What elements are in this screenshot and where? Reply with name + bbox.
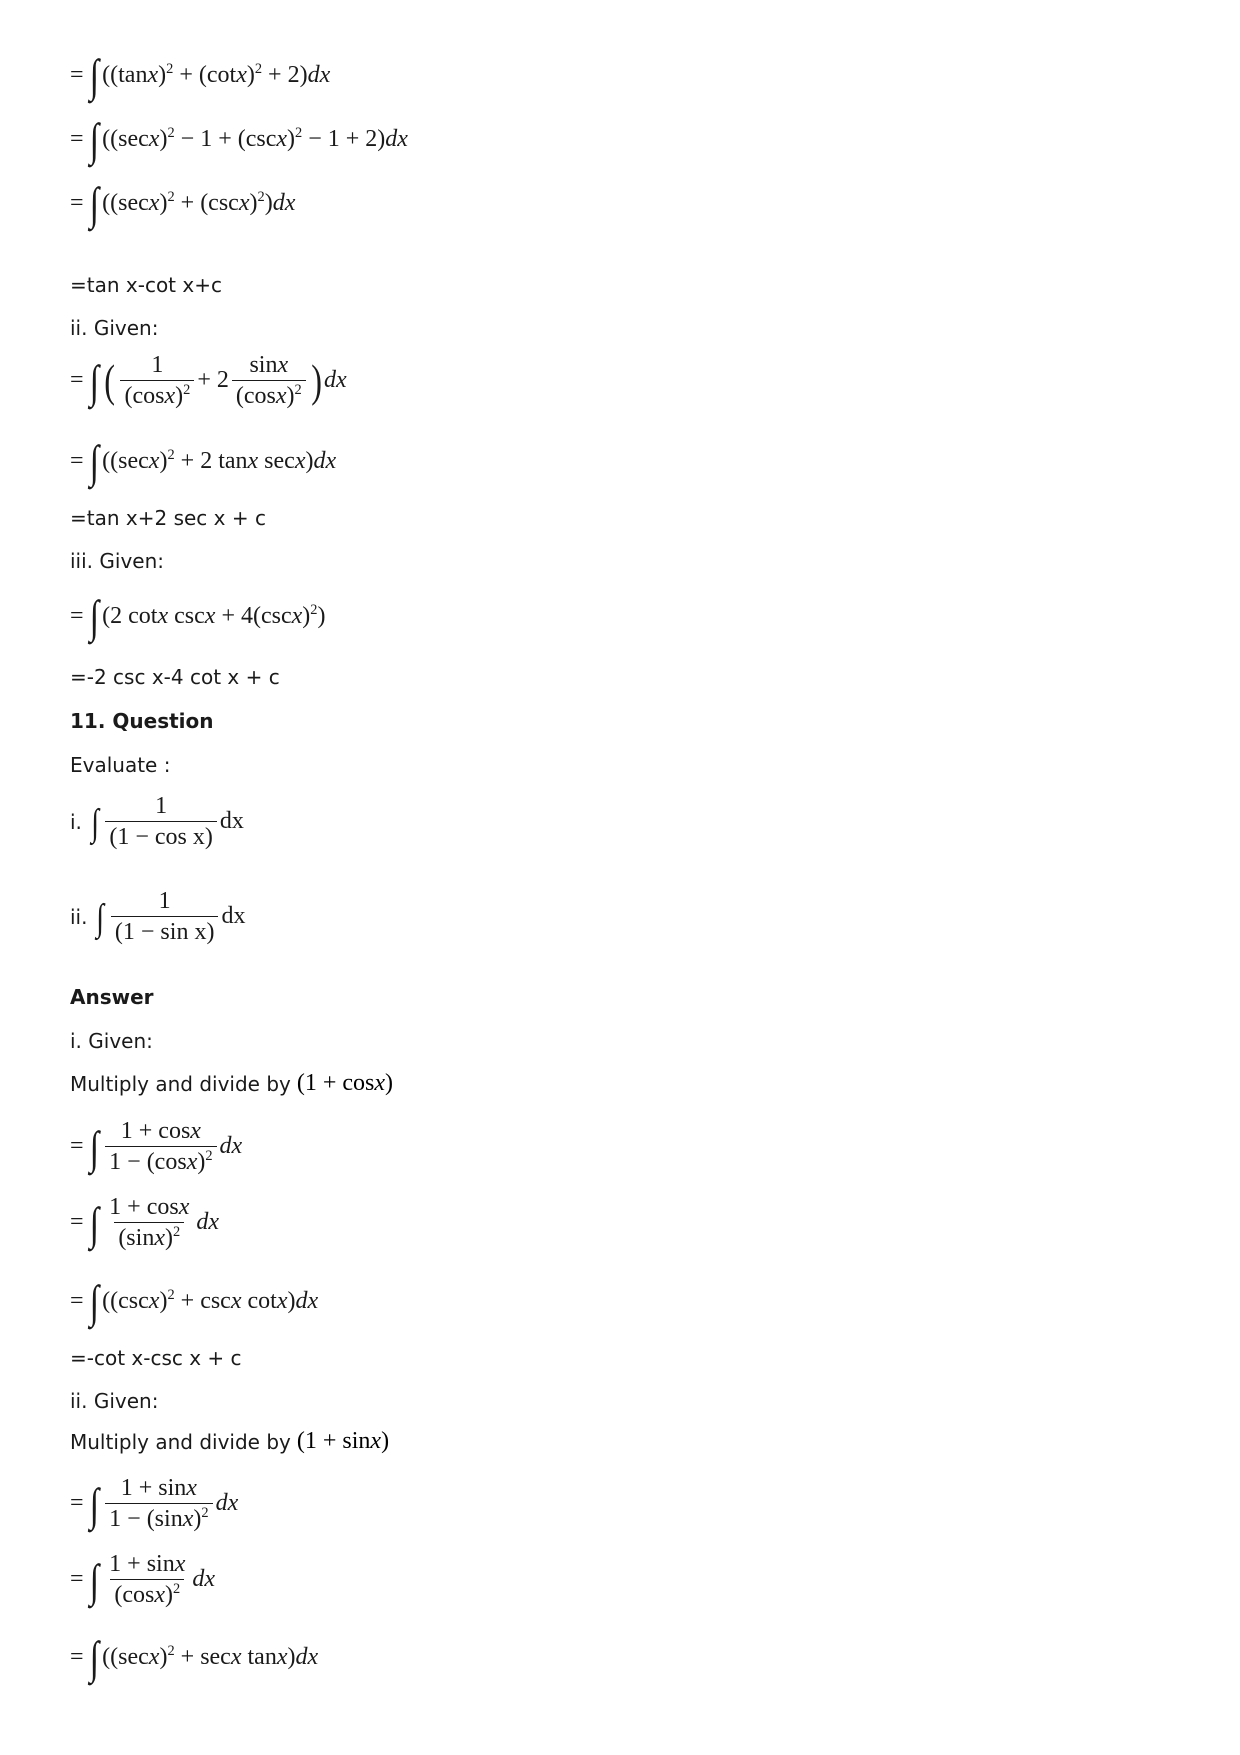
given-label: iii. Given: [70, 549, 164, 573]
result-text: =-2 csc x-4 cot x + c [70, 665, 280, 689]
question-item-i: i. ∫ $\frac{1}{\text{(1 − cos x)}}$ dx [70, 793, 244, 851]
multiply-text: Multiply and divide by [70, 1429, 291, 1454]
equation-line: = ∫ $((\sec x)^2 - 1 + (\csc x)^2 - 1 + 2)dx$ [70, 114, 408, 165]
answer-heading: Answer [70, 985, 154, 1009]
equation-line: = ∫ ($(\sec x)^2 + \sec x$ tanx)dx [70, 1632, 319, 1683]
equation-line: = ∫ ($(\sec x)^2 + 2$ tanx secx)dx [70, 436, 337, 487]
given-label: ii. Given: [70, 1389, 159, 1413]
equation-line: = ∫ $\frac{1 + \cos x}{1 - (\cos x)^2}$ dx [70, 1118, 243, 1176]
multiply-line: Multiply and divide by (1 + sinx) [70, 1428, 390, 1454]
equation-line: = ∫ (2 cotx $\csc x + 4(\csc x)^2$) [70, 591, 326, 642]
equation-line: = ∫ $((\tan x)^2 + (\cot x)^2 + 2)dx$ [70, 50, 331, 101]
item-label: ii. [70, 904, 88, 929]
multiply-text: Multiply and divide by [70, 1071, 291, 1096]
result-text: =-cot x-csc x + c [70, 1346, 242, 1370]
given-label: ii. Given: [70, 316, 159, 340]
equation-line: = ∫ $((\sec x)^2 + (\csc x)^2)dx$ [70, 178, 296, 229]
question-item-ii: ii. ∫ $\frac{1}{\text{(1 − sin x)}}$ dx [70, 888, 246, 946]
equation-line: = ∫ $\frac{1 + \cos x}{(\sin x)^2}$ dx [70, 1194, 219, 1252]
question-heading: 11. Question [70, 709, 214, 733]
equation-line: = ∫ $\frac{1 + \sin x}{1 - (\sin x)^2}$ dx [70, 1475, 239, 1533]
evaluate-label: Evaluate : [70, 753, 171, 777]
result-text: =tan x-cot x+c [70, 273, 222, 297]
equation-line: = ∫ $\frac{1 + \sin x}{(\cos x)^2}$ dx [70, 1551, 216, 1609]
multiply-line: Multiply and divide by (1 + cosx) [70, 1070, 394, 1096]
item-label: i. [70, 809, 82, 834]
result-text: =tan x+2 sec x + c [70, 506, 266, 530]
equation-line: = ∫ ($(\csc x)^2 + \csc x$ cotx)dx [70, 1276, 319, 1327]
equation-line: = ∫ ( $\frac{1}{(\cos x)^2}$ + 2 $\frac{\sin x}{(\cos x)^2}$ ) dx [70, 352, 347, 410]
given-label: i. Given: [70, 1029, 153, 1053]
